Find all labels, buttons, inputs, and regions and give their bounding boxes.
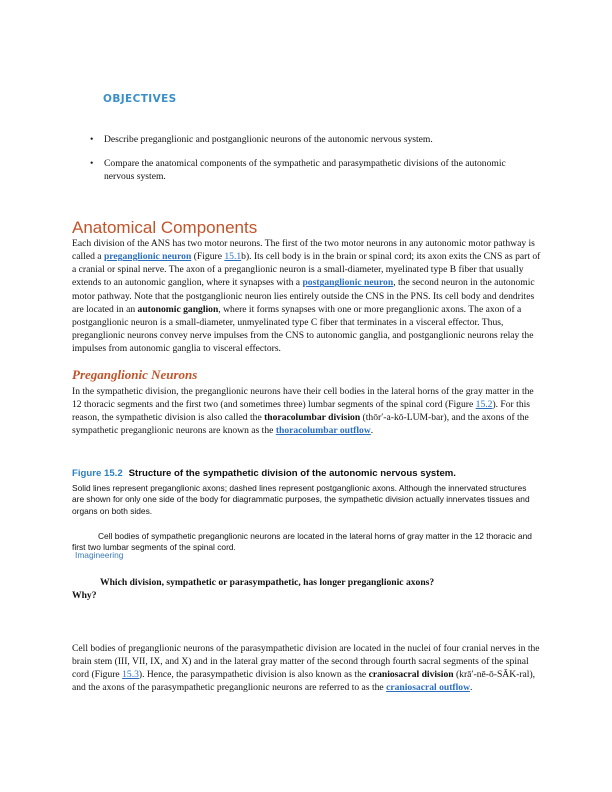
figure-description: Solid lines represent preganglionic axons; dashed lines represent postganglionic axons. Although the innervated structures are shown for only one side of the body for diagrammatic purposes, the sympathetic division actually innervates tissues and organs on both sides. (72, 483, 530, 516)
figure-question (72, 576, 542, 602)
objectives-list (90, 133, 520, 195)
subsection-title: Preganglionic Neurons (72, 367, 198, 382)
objective-text: Compare the anatomical components of the sympathetic and parasympathetic divisions of the autonomic nervous system. (104, 158, 506, 183)
preganglionic-neuron-link[interactable]: preganglionic neuron (103, 251, 192, 263)
text-run: . (370, 425, 374, 437)
objective-item (90, 157, 520, 183)
text-run: Each division of the ANS has two motor neurons. The first of the two motor neurons in any autonomic motor pathway is called a (72, 238, 535, 263)
craniosacral-outflow-link[interactable]: craniosacral outflow (386, 682, 471, 694)
figure-title: Structure of the sympathetic division of the autonomic nervous system. (128, 468, 456, 479)
text-run: In the sympathetic division, the preganglionic neurons have their cell bodies in the lateral horns of the gray matter in the 12 thoracic segments and the first two (and sometimes three) lumbar segments of the spinal cord (Figure (72, 386, 534, 411)
figure-number: Figure 15.2 (72, 468, 123, 479)
parasympathetic-paragraph (72, 642, 542, 695)
preganglionic-neurons-paragraph (72, 385, 542, 438)
figure-15-2-link[interactable]: 15.2 (475, 399, 493, 411)
objective-item (90, 133, 520, 146)
bullet-icon: • (90, 158, 94, 170)
text-run: . (470, 682, 473, 694)
text-run: (thōr′-a-kō-LUM-bar), and the axons of the sympathetic preganglionic neurons are known as the (72, 412, 529, 437)
question-line: Why? (72, 590, 97, 602)
figure-15-1-link[interactable]: 15.1 (224, 251, 242, 263)
figure-caption (72, 468, 456, 479)
text-run: (krā′-nē-ō-SĀK-ral), and the axons of the parasympathetic preganglionic neurons are referred to as the (72, 669, 536, 694)
text-run: Cell bodies of preganglionic neurons of the parasympathetic division are located in the nuclei of four cranial nerves in the brain stem (III, VII, IX, and X) and in the lateral gray matter of the second through fourth sacral segments of the spinal cord (Figure (72, 643, 540, 681)
autonomic-ganglion-term: autonomic ganglion (137, 303, 219, 315)
text-run: ). For this reason, the sympathetic division is also called the (72, 399, 531, 424)
figure-15-3-link[interactable]: 15.3 (122, 669, 139, 681)
thoracolumbar-outflow-link[interactable]: thoracolumbar outflow (275, 425, 371, 437)
text-run: , the second neuron in the autonomic motor pathway. Note that the postganglionic neuron lies entirely outside the CNS in the PNS. Its cell body and dendrites are located in an (72, 277, 535, 315)
text-run: , where it forms synapses with one or more preganglionic axons. The axon of a postganglionic neuron is a small-diameter, unmyelinated type C fiber that terminates in a visceral effector. Thus, preganglionic neurons convey nerve impulses from the CNS to autonomic ganglia, and postganglionic neurons relay the impulses from autonomic ganglia to visceral effectors. (72, 303, 534, 355)
postganglionic-neuron-link[interactable]: postganglionic neuron (302, 277, 394, 289)
objective-text: Describe preganglionic and postganglionic neurons of the autonomic nervous system. (104, 134, 433, 145)
anatomical-components-paragraph (72, 237, 542, 355)
craniosacral-division-term: craniosacral division (368, 669, 454, 681)
bullet-icon: • (90, 134, 94, 145)
text-run: ). Hence, the parasympathetic division is also known as the (138, 669, 369, 681)
thoracolumbar-division-term: thoracolumbar division (264, 412, 361, 424)
figure-callout-text: Cell bodies of sympathetic preganglionic neurons are located in the lateral horns of gray matter in the 12 thoracic and first two lumbar segments of the spinal cord. (72, 531, 532, 552)
text-run: b). Its cell body is in the brain or spinal cord; its axon exits the CNS as part of a cranial or spinal nerve. The axon of a preganglionic neuron is a small-diameter, myelinated type B fiber that usually extends to an autonomic ganglion, where it synapses with a (72, 251, 541, 289)
question-line: Which division, sympathetic or parasympathetic, has longer preganglionic axons? (100, 577, 435, 588)
section-title: Anatomical Components (72, 218, 258, 237)
figure-credit: Imagineering (75, 550, 124, 560)
objectives-heading: OBJECTIVES (103, 93, 177, 105)
text-run: (Figure (191, 251, 225, 263)
